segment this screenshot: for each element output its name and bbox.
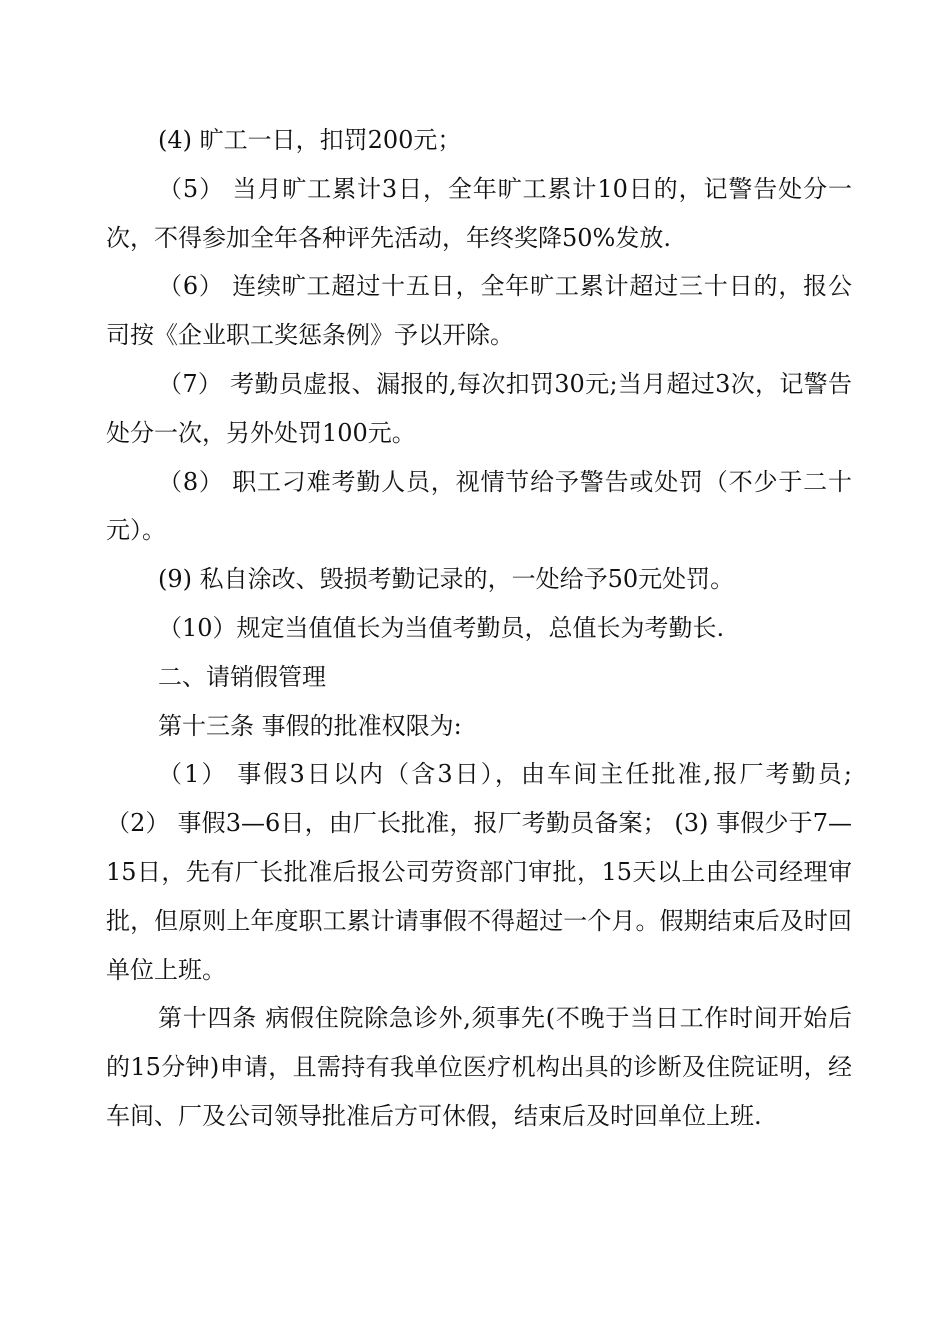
article-14-body: 第十四条 病假住院除急诊外,须事先(不晚于当日工作时间开始后的15分钟)申请，且需持有我单位医疗机构出具的诊断及住院证明，经车间、厂及公司领导批准后方可休假，结束后及时回单位上班. xyxy=(106,1004,852,1130)
paragraph-rule-4: (4) 旷工一日，扣罚200元； xyxy=(158,126,462,154)
paragraph-rule-5: （5） 当月旷工累计3日，全年旷工累计10日的，记警告处分一次，不得参加全年各种评先活动，年终奖降50%发放. xyxy=(106,174,852,252)
section-heading-leave-management: 二、请销假管理 xyxy=(158,662,326,691)
document-body xyxy=(106,116,852,1141)
article-13-body: （1） 事假3日以内（含3日），由车间主任批准,报厂考勤员;（2） 事假3—6日，由厂长批准，报厂考勤员备案； (3) 事假少于7—15日，先有厂长批准后报公司劳资部门审批，15天以上由公司经理审批，但原则上年度职工累计请事假不得超过一个月。假期结束后及时回单位上班。 xyxy=(106,760,852,984)
paragraph-rule-6: （6） 连续旷工超过十五日，全年旷工累计超过三十日的，报公司按《企业职工奖惩条例》予以开除。 xyxy=(106,272,852,350)
paragraph-rule-9: (9) 私自涂改、毁损考勤记录的，一处给予50元处罚。 xyxy=(158,565,735,594)
paragraph-rule-7: （7） 考勤员虚报、漏报的,每次扣罚30元;当月超过3次，记警告处分一次，另外处罚100元。 xyxy=(106,369,852,447)
article-13-heading: 第十三条 事假的批准权限为: xyxy=(158,711,462,740)
paragraph-rule-8: （8） 职工刁难考勤人员，视情节给予警告或处罚（不少于二十元）。 xyxy=(106,467,852,545)
paragraph-rule-10: （10）规定当值值长为当值考勤员，总值长为考勤长. xyxy=(158,613,725,642)
